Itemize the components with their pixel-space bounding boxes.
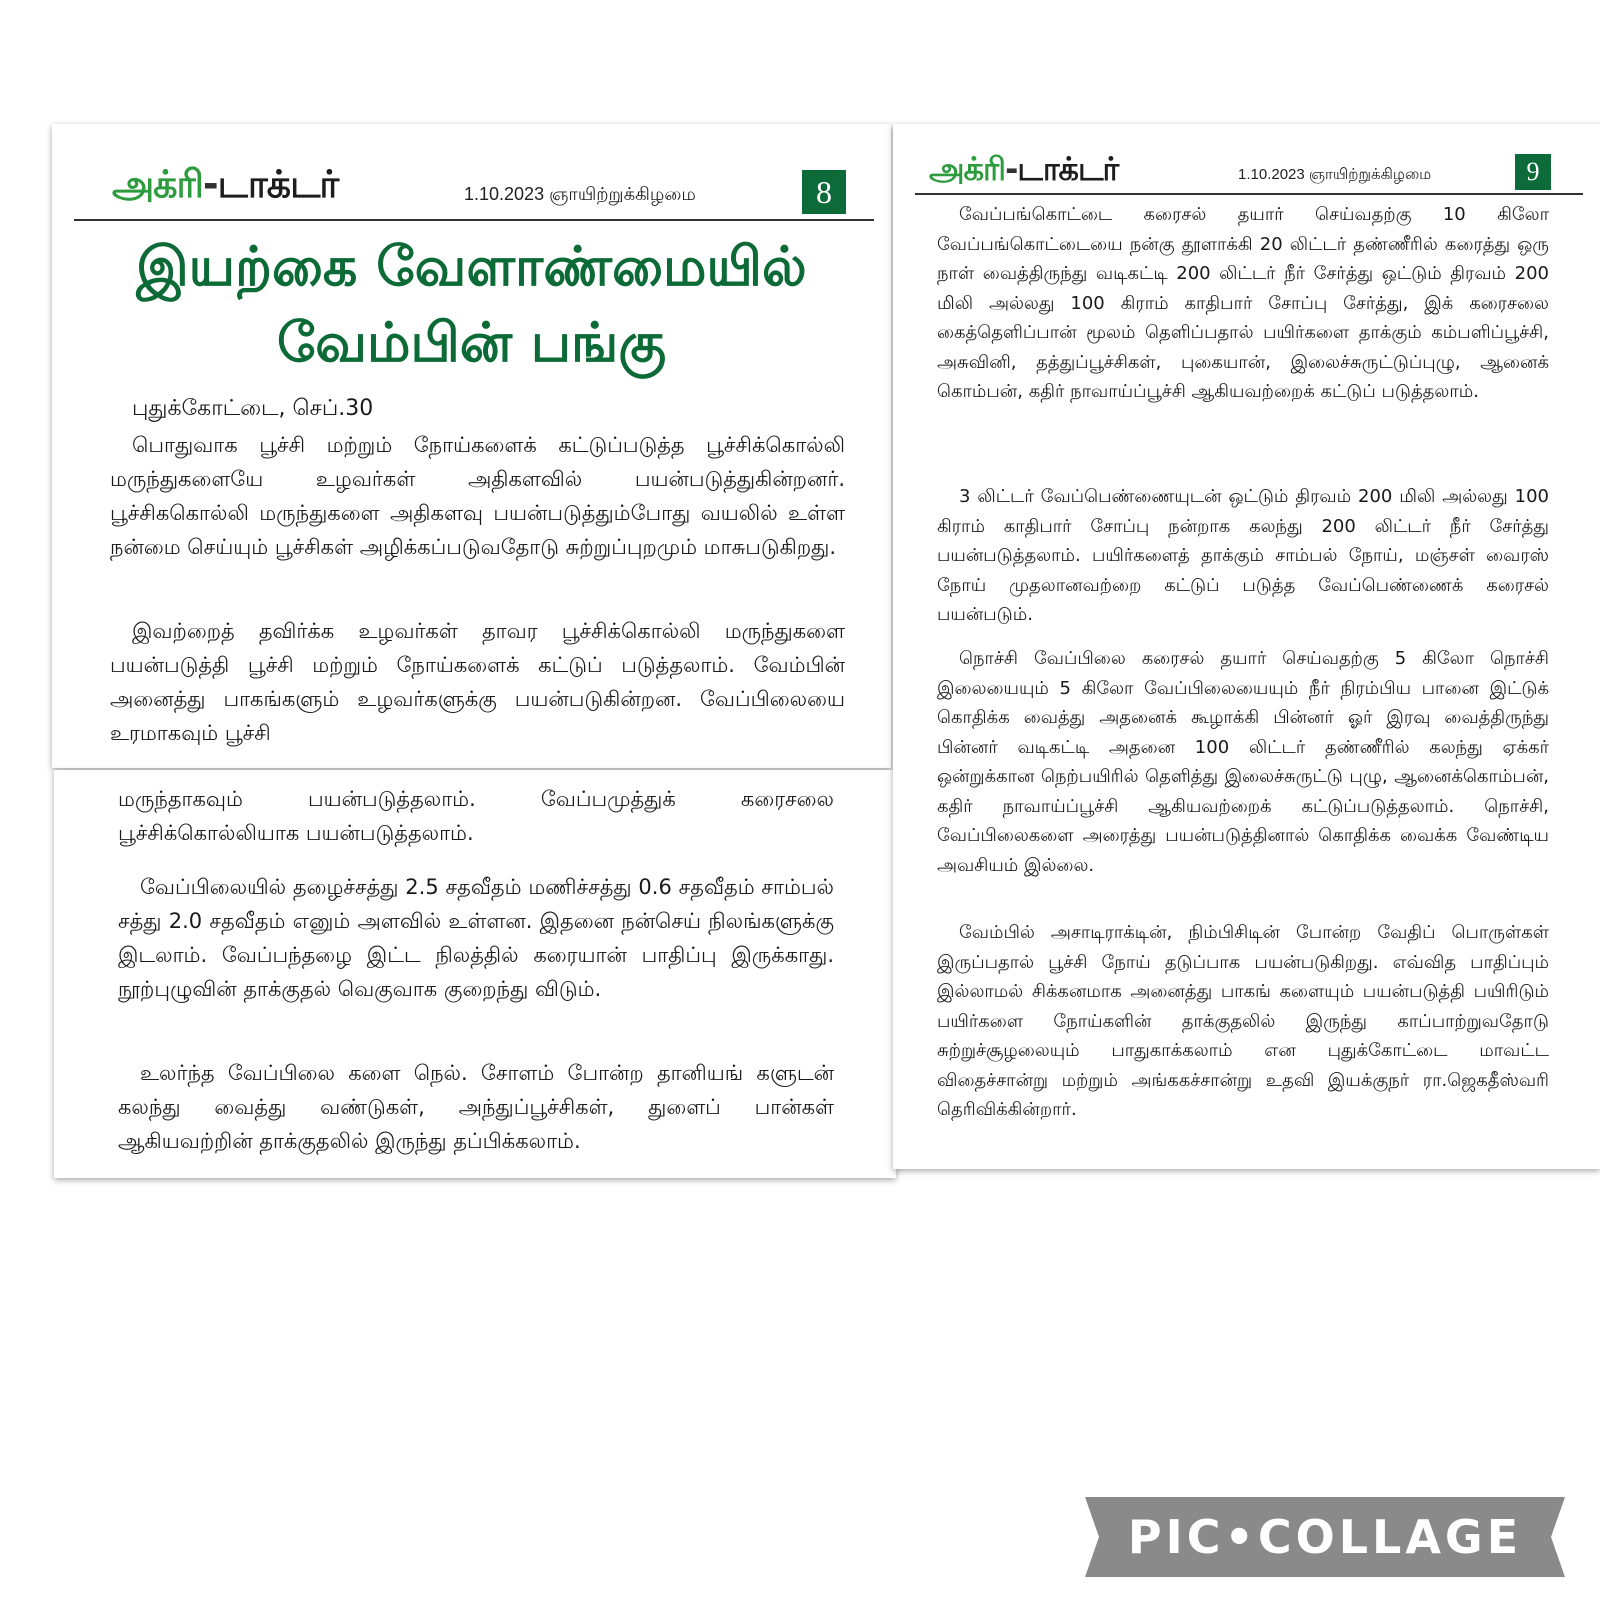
article-paragraph-2: இவற்றைத் தவிர்க்க உழவர்கள் தாவர பூச்சிக்கொல்லி மருந்துகளை பயன்படுத்தி பூச்சி மற்றும் நோய்களைக் கட்டுப் படுத்தலாம். வேம்பின் அனைத்து பாகங்களும் உழவர்களுக்கு பயன்படுகின்றன. வேப்பிலையை உரமாகவும் பூச்சி xyxy=(110,619,845,745)
brand-dark-text: டாக்டர் xyxy=(1017,150,1119,188)
page-number-badge: 8 xyxy=(802,170,846,214)
piccollage-watermark xyxy=(1085,1497,1565,1577)
clipping-page8-top xyxy=(52,124,891,768)
article-paragraph-2: 3 லிட்டர் வேப்பெண்ணையுடன் ஒட்டும் திரவம் 200 மிலி அல்லது 100 கிராம் காதிபார் சோப்பு நன்றாக கலந்து 200 லிட்டர் நீர் சேர்த்து பயன்படுத்தலாம். பயிர்களைத் தாக்கும் சாம்பல் நோய், மஞ்சள் வைரஸ் நோய் முதலானவற்றை கட்டுப் படுத்த வேப்பெண்ணைக் கரைசல் பயன்படும். xyxy=(937,486,1549,625)
issue-date: 1.10.2023 ஞாயிற்றுக்கிழமை xyxy=(1238,166,1432,183)
article-paragraph-2-continued: மருந்தாகவும் பயன்படுத்தலாம். வேப்பமுத்துக் கரைசலை பூச்சிக்கொல்லியாக பயன்படுத்தலாம். xyxy=(118,787,834,845)
clipping-page9 xyxy=(893,124,1600,1169)
brand-dash: - xyxy=(1005,150,1018,188)
issue-date: 1.10.2023 ஞாயிற்றுக்கிழமை xyxy=(464,184,696,204)
brand-dark-text: டாக்டர் xyxy=(217,162,339,206)
brand-logo xyxy=(112,162,338,212)
brand-green-text: அக்ரி xyxy=(929,150,1006,188)
page-number-badge: 9 xyxy=(1515,154,1551,190)
masthead-logo xyxy=(929,150,1118,192)
article-paragraph-3: வேப்பிலையில் தழைச்சத்து 2.5 சதவீதம் மணிச்சத்து 0.6 சதவீதம் சாம்பல் சத்து 2.0 சதவீதம் எனும் அளவில் உள்ளன. இதனை நன்செய் நிலங்களுக்கு இடலாம். வேப்பந்தழை இட்ட நிலத்தில் கரையான் பாதிப்பு இருக்காது. நூற்புழுவின் தாக்குதல் வெகுவாக குறைந்து விடும். xyxy=(118,875,834,1001)
article-paragraph-1: வேப்பங்கொட்டை கரைசல் தயார் செய்வதற்கு 10 கிலோ வேப்பங்கொட்டையை நன்கு தூளாக்கி 20 லிட்டர் தண்ணீரில் கரைத்து ஒரு நாள் வைத்திருந்து வடிகட்டி 200 லிட்டர் நீர் சேர்த்து ஒட்டும் திரவம் 200 மிலி அல்லது 100 கிராம் காதிபார் சோப்பு சேர்த்து, இக் கரைசலை கைத்தெளிப்பான் மூலம் தெளிப்பதால் பயிர்களை தாக்கும் கம்பளிப்பூச்சி, அசுவினி, தத்துப்பூச்சிகள், புகையான், இலைச்சுருட்டுப்புழு, ஆனைக் கொம்பன், கதிர் நாவாய்ப்பூச்சி ஆகியவற்றைக் கட்டுப் படுத்தலாம். xyxy=(937,204,1549,402)
brand-green-text: அக்ரி xyxy=(112,162,203,206)
header-rule xyxy=(915,193,1583,195)
article-paragraph-1: பொதுவாக பூச்சி மற்றும் நோய்களைக் கட்டுப்படுத்த பூச்சிக்கொல்லி மருந்துகளையே உழவர்கள் அதிகளவில் பயன்படுத்துகின்றனர். பூச்சிககொல்லி மருந்துகளை அதிகளவு பயன்படுத்தும்போது வயலில் உள்ள நன்மை செய்யும் பூச்சிகள் அழிக்கப்படுவதோடு சுற்றுப்புறமும் மாசுபடுகிறது. xyxy=(110,433,845,559)
brand-logo xyxy=(929,150,1118,192)
article-paragraph-3: நொச்சி வேப்பிலை கரைசல் தயார் செய்வதற்கு 5 கிலோ நொச்சி இலையையும் 5 கிலோ வேப்பிலையையும் நீர் நிரம்பிய பானை இட்டுக் கொதிக்க வைத்து அதனைக் கூழாக்கி பின்னர் ஓர் இரவு வைத்திருந்து பின்னர் வடிகட்டி அதனை 100 லிட்டர் தண்ணீரில் கலந்து ஏக்கர் ஒன்றுக்கான நெற்பயிரில் தெளித்து இலைச்சுருட்டு புழு, ஆனைக்கொம்பன், கதிர் நாவாய்ப்பூச்சி ஆகியவற்றைக் கட்டுப்படுத்தலாம். நொச்சி, வேப்பிலைகளை அரைத்து பயன்படுத்தினால் கொதிக்க வைக்க வேண்டிய அவசியம் இல்லை. xyxy=(937,648,1549,876)
headline-line-2: வேம்பின் பங்கு xyxy=(276,311,667,374)
dateline: புதுக்கோட்டை, செப்.30 xyxy=(132,396,374,421)
clipping-page8-bottom xyxy=(54,770,896,1178)
masthead-logo xyxy=(112,162,338,212)
article-paragraph-4: உலர்ந்த வேப்பிலை களை நெல். சோளம் போன்ற தானியங் களுடன் கலந்து வைத்து வண்டுகள், அந்துப்பூச்சிகள், துளைப் பான்கள் ஆகியவற்றின் தாக்குதலில் இருந்து தப்பிக்கலாம். xyxy=(118,1061,834,1153)
watermark-text: PIC•COLLAGE xyxy=(1127,1510,1523,1564)
article-paragraph-4: வேம்பில் அசாடிராக்டின், நிம்பிசிடின் போன்ற வேதிப் பொருள்கள் இருப்பதால் பூச்சி நோய் தடுப்பாக பயன்படுகிறது. எவ்வித பாதிப்பும் இல்லாமல் சிக்கனமாக அனைத்து பாகங் களையும் பயன்படுத்தி பயிரிடும் பயிர்களை நோய்களின் தாக்குதலில் இருந்து காப்பாற்றுவதோடு சுற்றுச்சூழலையும் பாதுகாக்கலாம் என புதுக்கோட்டை மாவட்ட விதைச்சான்று மற்றும் அங்ககச்சான்று உதவி இயக்குநர் ரா.ஜெகதீஸ்வரி தெரிவிக்கின்றார். xyxy=(937,922,1549,1120)
header-rule xyxy=(74,219,874,221)
headline-line-1: இயற்கை வேளாண்மையில் xyxy=(136,235,807,298)
brand-dash: - xyxy=(202,162,218,206)
